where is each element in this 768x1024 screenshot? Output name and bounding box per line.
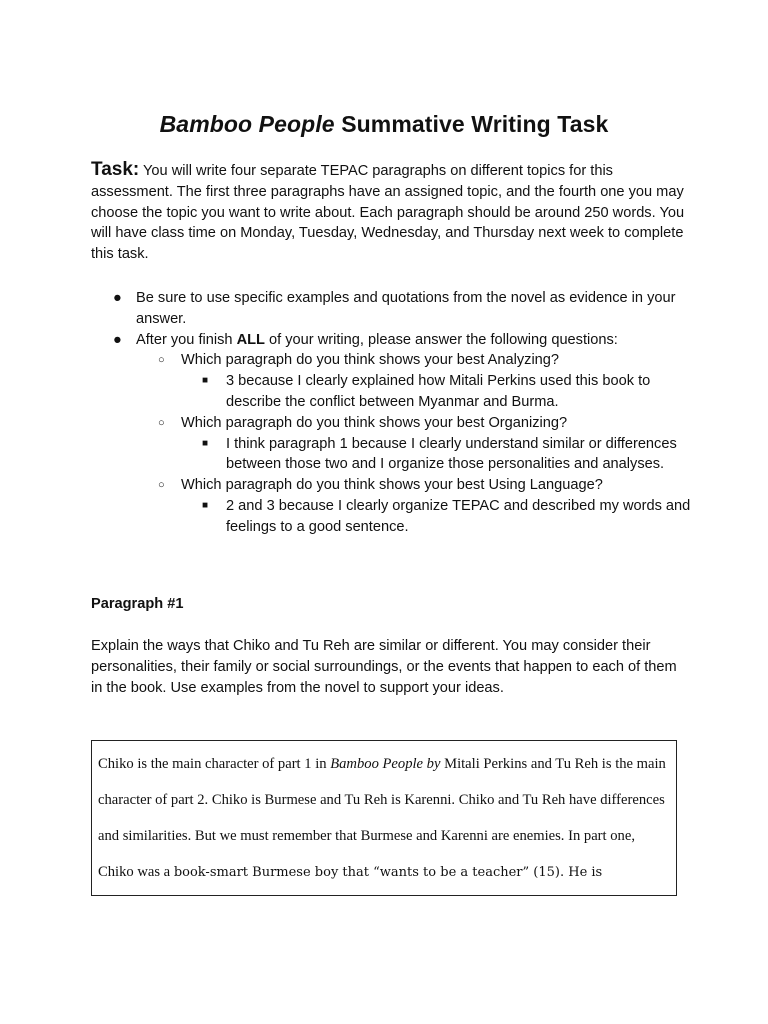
answer-text-part1: Chiko is the main character of part 1 in	[98, 756, 331, 772]
list-item	[91, 475, 691, 496]
title-book-name: Bamboo People	[159, 111, 335, 137]
bullet-text: Be sure to use specific examples and quotations from the novel as evidence in your answer.	[136, 290, 676, 327]
task-description	[91, 160, 691, 265]
list-item	[91, 434, 691, 476]
list-item	[91, 371, 691, 413]
answer-box[interactable]	[91, 740, 677, 896]
bullet-text-post: of your writing, please answer the following questions:	[269, 331, 618, 348]
answer-text-part2: Mitali Perkins and Tu Reh is the main character of part 2. Chiko is Burmese and Tu Reh is Karenni. Chiko and Tu Reh have differences and similarities. But we must remember that Burmese and Karenni are enemies. In part one, Chiko was a	[98, 756, 666, 880]
bullet-square-icon: ■	[202, 437, 209, 449]
instruction-list	[91, 288, 691, 538]
question-text: Which paragraph do you think shows your best Organizing?	[181, 414, 568, 431]
paragraph-prompt: Explain the ways that Chiko and Tu Reh are similar or different. You may consider their personalities, their family or social surroundings, or the events that happen to each of them in the book. Use examples from the novel to support your ideas.	[91, 638, 677, 696]
bullet-circle-icon: ○	[158, 479, 165, 492]
answer-text-tail: book-smart Burmese boy that “wants to be a teacher” (15). He is	[173, 865, 603, 880]
answer-text-italic: Bamboo People by	[330, 756, 441, 772]
page-title	[0, 111, 768, 138]
bullet-text-pre: After you finish	[136, 331, 233, 348]
bullet-square-icon: ■	[202, 375, 209, 387]
paragraph-heading: Paragraph #1	[91, 596, 184, 612]
bullet-circle-icon: ○	[158, 416, 165, 429]
question-text: Which paragraph do you think shows your best Analyzing?	[181, 352, 560, 369]
list-item	[91, 496, 691, 538]
list-item	[91, 413, 691, 434]
question-text: Which paragraph do you think shows your best Using Language?	[181, 477, 603, 494]
title-rest: Summative Writing Task	[341, 111, 609, 137]
list-item	[91, 350, 691, 371]
answer-text: I think paragraph 1 because I clearly understand similar or differences between those two and I organize those personalities and analyses.	[226, 435, 677, 473]
list-item	[91, 288, 691, 330]
answer-text: 3 because I clearly explained how Mitali Perkins used this book to describe the conflict between Myanmar and Burma.	[226, 373, 651, 410]
list-item	[91, 330, 691, 351]
bullet-square-icon: ■	[202, 499, 209, 511]
bullet-text-bold: ALL	[236, 331, 265, 348]
answer-text: 2 and 3 because I clearly organize TEPAC and described my words and feelings to a good sentence.	[226, 497, 691, 535]
bullet-circle-icon: ○	[158, 354, 165, 367]
bullet-dot-icon: ●	[113, 290, 122, 306]
bullet-dot-icon: ●	[113, 331, 122, 348]
task-label: Task:	[91, 159, 140, 180]
task-text: You will write four separate TEPAC paragraphs on different topics for this assessment. The first three paragraphs have an assigned topic, and the fourth one you may choose the topic you want to write about. Each paragraph should be around 250 words. You will have class time on Monday, Tuesday, Wednesday, and Thursday next week to complete this task.	[91, 163, 685, 263]
